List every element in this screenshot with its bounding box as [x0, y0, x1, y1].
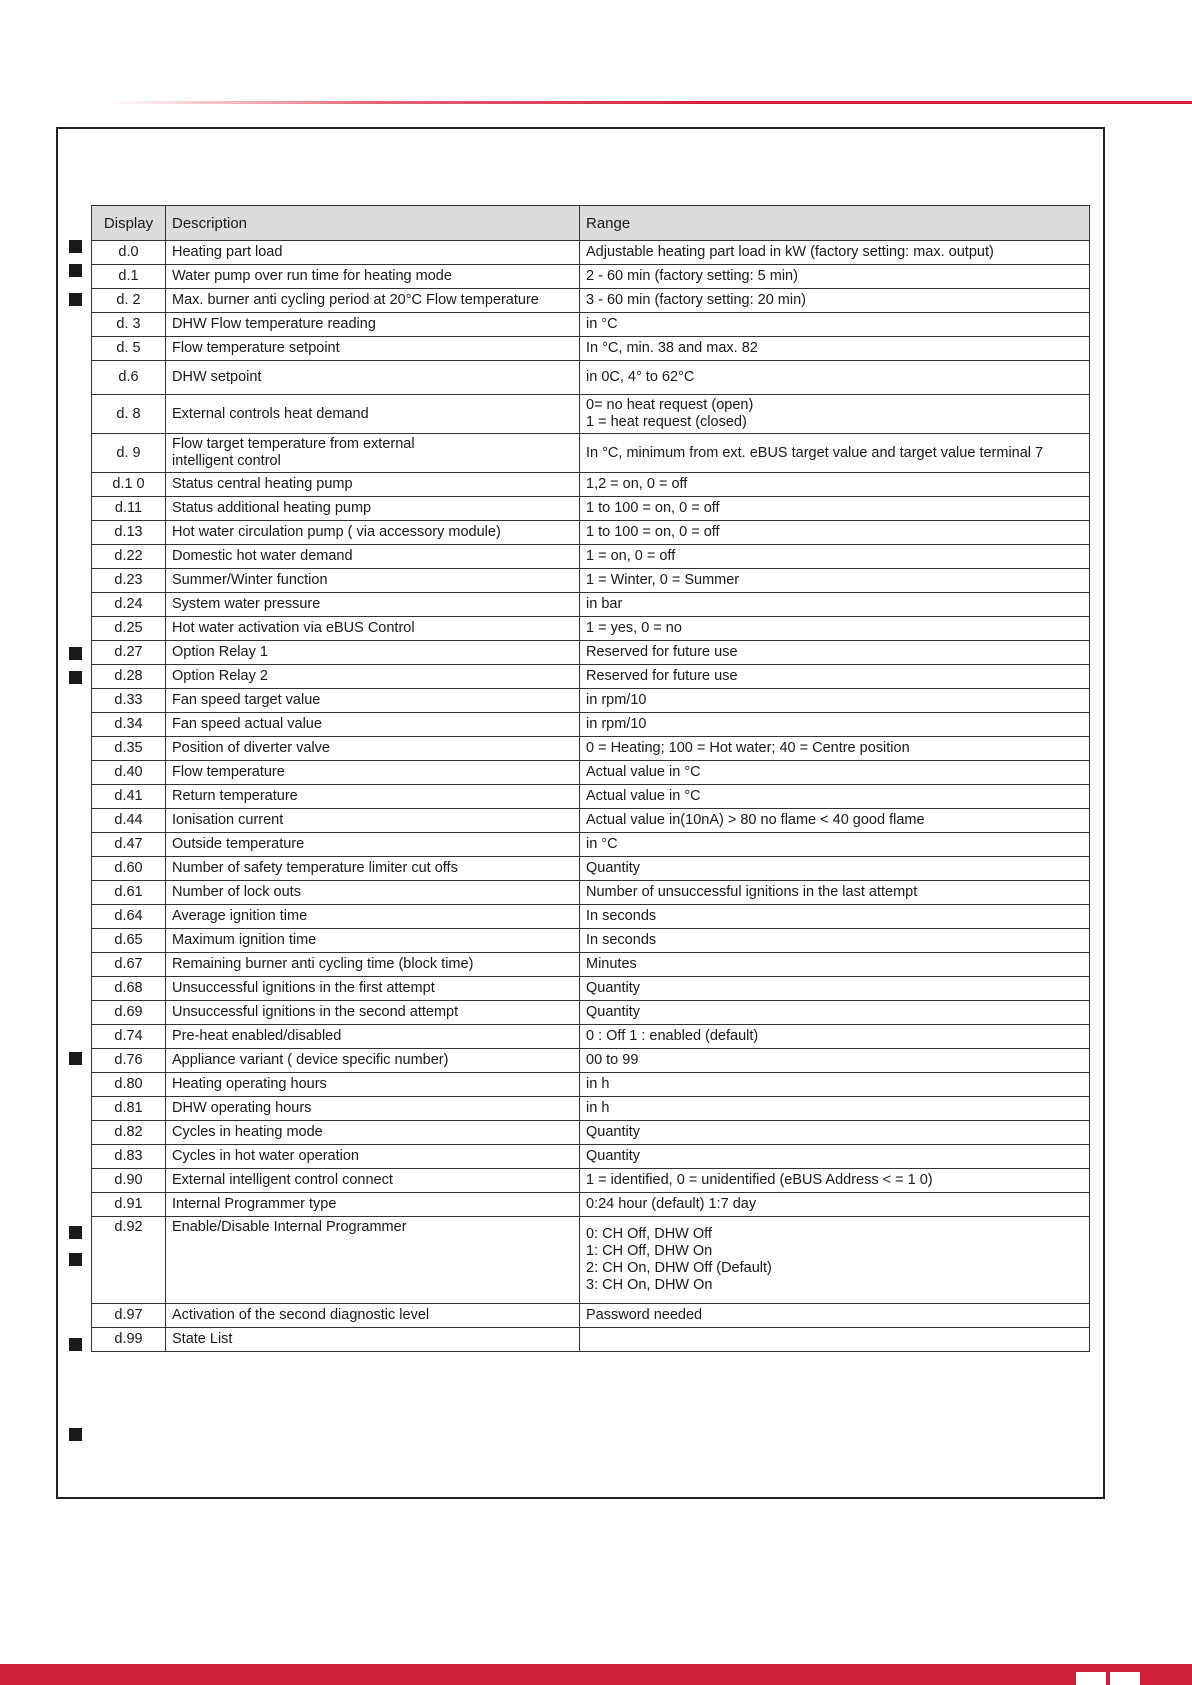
- description: Fan speed target value: [166, 689, 580, 713]
- description: Domestic hot water demand: [166, 545, 580, 569]
- display-code: d.69: [92, 1001, 166, 1025]
- display-code: d.68: [92, 977, 166, 1001]
- header-display: Display: [92, 206, 166, 241]
- description: Summer/Winter function: [166, 569, 580, 593]
- footnote-marker: [69, 1428, 82, 1441]
- description: Heating operating hours: [166, 1073, 580, 1097]
- description: Activation of the second diagnostic level: [166, 1304, 580, 1328]
- range: In °C, minimum from ext. eBUS target value and target value terminal 7: [580, 434, 1090, 473]
- table-row: [92, 785, 1090, 809]
- display-code: d.47: [92, 833, 166, 857]
- table-row: [92, 761, 1090, 785]
- display-code: d.27: [92, 641, 166, 665]
- display-code: d.1 0: [92, 473, 166, 497]
- description: Remaining burner anti cycling time (block time): [166, 953, 580, 977]
- range: Quantity: [580, 977, 1090, 1001]
- display-code: d.81: [92, 1097, 166, 1121]
- description: Enable/Disable Internal Programmer: [166, 1217, 580, 1304]
- display-code: d.28: [92, 665, 166, 689]
- description: State List: [166, 1328, 580, 1352]
- display-code: d.65: [92, 929, 166, 953]
- range: 0 = Heating; 100 = Hot water; 40 = Centre position: [580, 737, 1090, 761]
- range: in h: [580, 1097, 1090, 1121]
- table-row: [92, 857, 1090, 881]
- display-code: d.76: [92, 1049, 166, 1073]
- range: in 0C, 4° to 62°C: [580, 361, 1090, 395]
- display-code: d.13: [92, 521, 166, 545]
- range: Actual value in(10nA) > 80 no flame < 40 good flame: [580, 809, 1090, 833]
- display-code: d.64: [92, 905, 166, 929]
- table-row: [92, 473, 1090, 497]
- table-row: [92, 1097, 1090, 1121]
- range: Quantity: [580, 1121, 1090, 1145]
- table-row: [92, 1049, 1090, 1073]
- range: Quantity: [580, 1145, 1090, 1169]
- display-code: d.1: [92, 265, 166, 289]
- display-code: d. 2: [92, 289, 166, 313]
- description: Fan speed actual value: [166, 713, 580, 737]
- display-code: d.74: [92, 1025, 166, 1049]
- table-row: [92, 929, 1090, 953]
- description: Flow temperature: [166, 761, 580, 785]
- range: 1 to 100 = on, 0 = off: [580, 521, 1090, 545]
- display-code: d.34: [92, 713, 166, 737]
- display-code: d.80: [92, 1073, 166, 1097]
- table-row: [92, 395, 1090, 434]
- table-row: [92, 241, 1090, 265]
- range: in °C: [580, 313, 1090, 337]
- description: Hot water activation via eBUS Control: [166, 617, 580, 641]
- row-marker: [69, 1338, 82, 1351]
- table-row: [92, 881, 1090, 905]
- table-row: [92, 1169, 1090, 1193]
- diagnostic-codes-table: [91, 205, 1090, 1352]
- table-row: [92, 1304, 1090, 1328]
- range: In seconds: [580, 929, 1090, 953]
- table-row: [92, 313, 1090, 337]
- description: Flow target temperature from external intelligent control: [166, 434, 580, 473]
- description: DHW operating hours: [166, 1097, 580, 1121]
- display-code: d.23: [92, 569, 166, 593]
- description: Cycles in hot water operation: [166, 1145, 580, 1169]
- table-row: [92, 641, 1090, 665]
- row-marker: [69, 1253, 82, 1266]
- table-row: [92, 361, 1090, 395]
- description: Max. burner anti cycling period at 20°C Flow temperature: [166, 289, 580, 313]
- range: in rpm/10: [580, 713, 1090, 737]
- table-row: [92, 617, 1090, 641]
- table-row: [92, 905, 1090, 929]
- description: Internal Programmer type: [166, 1193, 580, 1217]
- display-code: d.97: [92, 1304, 166, 1328]
- range: 3 - 60 min (factory setting: 20 min): [580, 289, 1090, 313]
- range: 1 = identified, 0 = unidentified (eBUS Address < = 1 0): [580, 1169, 1090, 1193]
- table-row: [92, 713, 1090, 737]
- description: Hot water circulation pump ( via accessory module): [166, 521, 580, 545]
- description: Unsuccessful ignitions in the first attempt: [166, 977, 580, 1001]
- range: Number of unsuccessful ignitions in the last attempt: [580, 881, 1090, 905]
- display-code: d.91: [92, 1193, 166, 1217]
- table-row: [92, 953, 1090, 977]
- table-row: [92, 1025, 1090, 1049]
- range: in h: [580, 1073, 1090, 1097]
- display-code: d.90: [92, 1169, 166, 1193]
- display-code: d.83: [92, 1145, 166, 1169]
- table-row: [92, 265, 1090, 289]
- range: 1 to 100 = on, 0 = off: [580, 497, 1090, 521]
- table-row: [92, 593, 1090, 617]
- description: Option Relay 2: [166, 665, 580, 689]
- footer-tab: [1076, 1672, 1106, 1685]
- header-rule: [110, 101, 1192, 104]
- range: in bar: [580, 593, 1090, 617]
- description: Unsuccessful ignitions in the second attempt: [166, 1001, 580, 1025]
- row-marker: [69, 647, 82, 660]
- description: Water pump over run time for heating mode: [166, 265, 580, 289]
- description: Status additional heating pump: [166, 497, 580, 521]
- table-row: [92, 569, 1090, 593]
- display-code: d.92: [92, 1217, 166, 1304]
- range: in rpm/10: [580, 689, 1090, 713]
- display-code: d.41: [92, 785, 166, 809]
- range: In °C, min. 38 and max. 82: [580, 337, 1090, 361]
- table-row: [92, 737, 1090, 761]
- range: Reserved for future use: [580, 641, 1090, 665]
- description: Flow temperature setpoint: [166, 337, 580, 361]
- display-code: d. 5: [92, 337, 166, 361]
- description: Pre-heat enabled/disabled: [166, 1025, 580, 1049]
- display-code: d.67: [92, 953, 166, 977]
- range: 1,2 = on, 0 = off: [580, 473, 1090, 497]
- range: Actual value in °C: [580, 785, 1090, 809]
- table-row: [92, 434, 1090, 473]
- display-code: d.24: [92, 593, 166, 617]
- display-code: d.44: [92, 809, 166, 833]
- display-code: d.99: [92, 1328, 166, 1352]
- display-code: d.61: [92, 881, 166, 905]
- range: Password needed: [580, 1304, 1090, 1328]
- row-marker: [69, 671, 82, 684]
- table-header-row: [92, 206, 1090, 241]
- display-code: d.33: [92, 689, 166, 713]
- range: 0 : Off 1 : enabled (default): [580, 1025, 1090, 1049]
- footer-band: [0, 1664, 1192, 1685]
- table-row: [92, 337, 1090, 361]
- header-description: Description: [166, 206, 580, 241]
- description: Outside temperature: [166, 833, 580, 857]
- description: Average ignition time: [166, 905, 580, 929]
- description: Appliance variant ( device specific number): [166, 1049, 580, 1073]
- display-code: d.6: [92, 361, 166, 395]
- range: 0:24 hour (default) 1:7 day: [580, 1193, 1090, 1217]
- range: in °C: [580, 833, 1090, 857]
- range: 2 - 60 min (factory setting: 5 min): [580, 265, 1090, 289]
- display-code: d.11: [92, 497, 166, 521]
- range: Actual value in °C: [580, 761, 1090, 785]
- table-row: [92, 1001, 1090, 1025]
- table-row: [92, 545, 1090, 569]
- description: Number of lock outs: [166, 881, 580, 905]
- table-row: [92, 689, 1090, 713]
- display-code: d.25: [92, 617, 166, 641]
- range: Adjustable heating part load in kW (factory setting: max. output): [580, 241, 1090, 265]
- table-row: [92, 809, 1090, 833]
- table-row: [92, 497, 1090, 521]
- row-marker: [69, 293, 82, 306]
- range: 0: CH Off, DHW Off 1: CH Off, DHW On 2: CH On, DHW Off (Default) 3: CH On, DHW On: [580, 1217, 1090, 1304]
- description: Position of diverter valve: [166, 737, 580, 761]
- table-row: [92, 977, 1090, 1001]
- table-row: [92, 1328, 1090, 1352]
- range: 0= no heat request (open) 1 = heat request (closed): [580, 395, 1090, 434]
- description: Cycles in heating mode: [166, 1121, 580, 1145]
- range: 1 = yes, 0 = no: [580, 617, 1090, 641]
- display-code: d.60: [92, 857, 166, 881]
- description: Maximum ignition time: [166, 929, 580, 953]
- range: Quantity: [580, 1001, 1090, 1025]
- range: 1 = Winter, 0 = Summer: [580, 569, 1090, 593]
- header-range: Range: [580, 206, 1090, 241]
- description: Ionisation current: [166, 809, 580, 833]
- table-row: [92, 1145, 1090, 1169]
- display-code: d.35: [92, 737, 166, 761]
- range: 00 to 99: [580, 1049, 1090, 1073]
- description: Heating part load: [166, 241, 580, 265]
- table-row: [92, 833, 1090, 857]
- display-code: d.0: [92, 241, 166, 265]
- range: In seconds: [580, 905, 1090, 929]
- description: Option Relay 1: [166, 641, 580, 665]
- display-code: d.82: [92, 1121, 166, 1145]
- row-marker: [69, 264, 82, 277]
- range: 1 = on, 0 = off: [580, 545, 1090, 569]
- table-row: [92, 1217, 1090, 1304]
- table-row: [92, 289, 1090, 313]
- row-marker: [69, 1052, 82, 1065]
- display-code: d. 8: [92, 395, 166, 434]
- display-code: d.22: [92, 545, 166, 569]
- table-row: [92, 1073, 1090, 1097]
- range: Minutes: [580, 953, 1090, 977]
- description: Return temperature: [166, 785, 580, 809]
- description: DHW Flow temperature reading: [166, 313, 580, 337]
- description: DHW setpoint: [166, 361, 580, 395]
- display-code: d.40: [92, 761, 166, 785]
- description: External intelligent control connect: [166, 1169, 580, 1193]
- range: Reserved for future use: [580, 665, 1090, 689]
- row-marker: [69, 1226, 82, 1239]
- table-row: [92, 1193, 1090, 1217]
- range: Quantity: [580, 857, 1090, 881]
- display-code: d. 3: [92, 313, 166, 337]
- table-row: [92, 1121, 1090, 1145]
- table-row: [92, 665, 1090, 689]
- description: Status central heating pump: [166, 473, 580, 497]
- description: Number of safety temperature limiter cut offs: [166, 857, 580, 881]
- table-row: [92, 521, 1090, 545]
- row-marker: [69, 240, 82, 253]
- description: System water pressure: [166, 593, 580, 617]
- range: [580, 1328, 1090, 1352]
- description: External controls heat demand: [166, 395, 580, 434]
- footer-tab: [1110, 1672, 1140, 1685]
- display-code: d. 9: [92, 434, 166, 473]
